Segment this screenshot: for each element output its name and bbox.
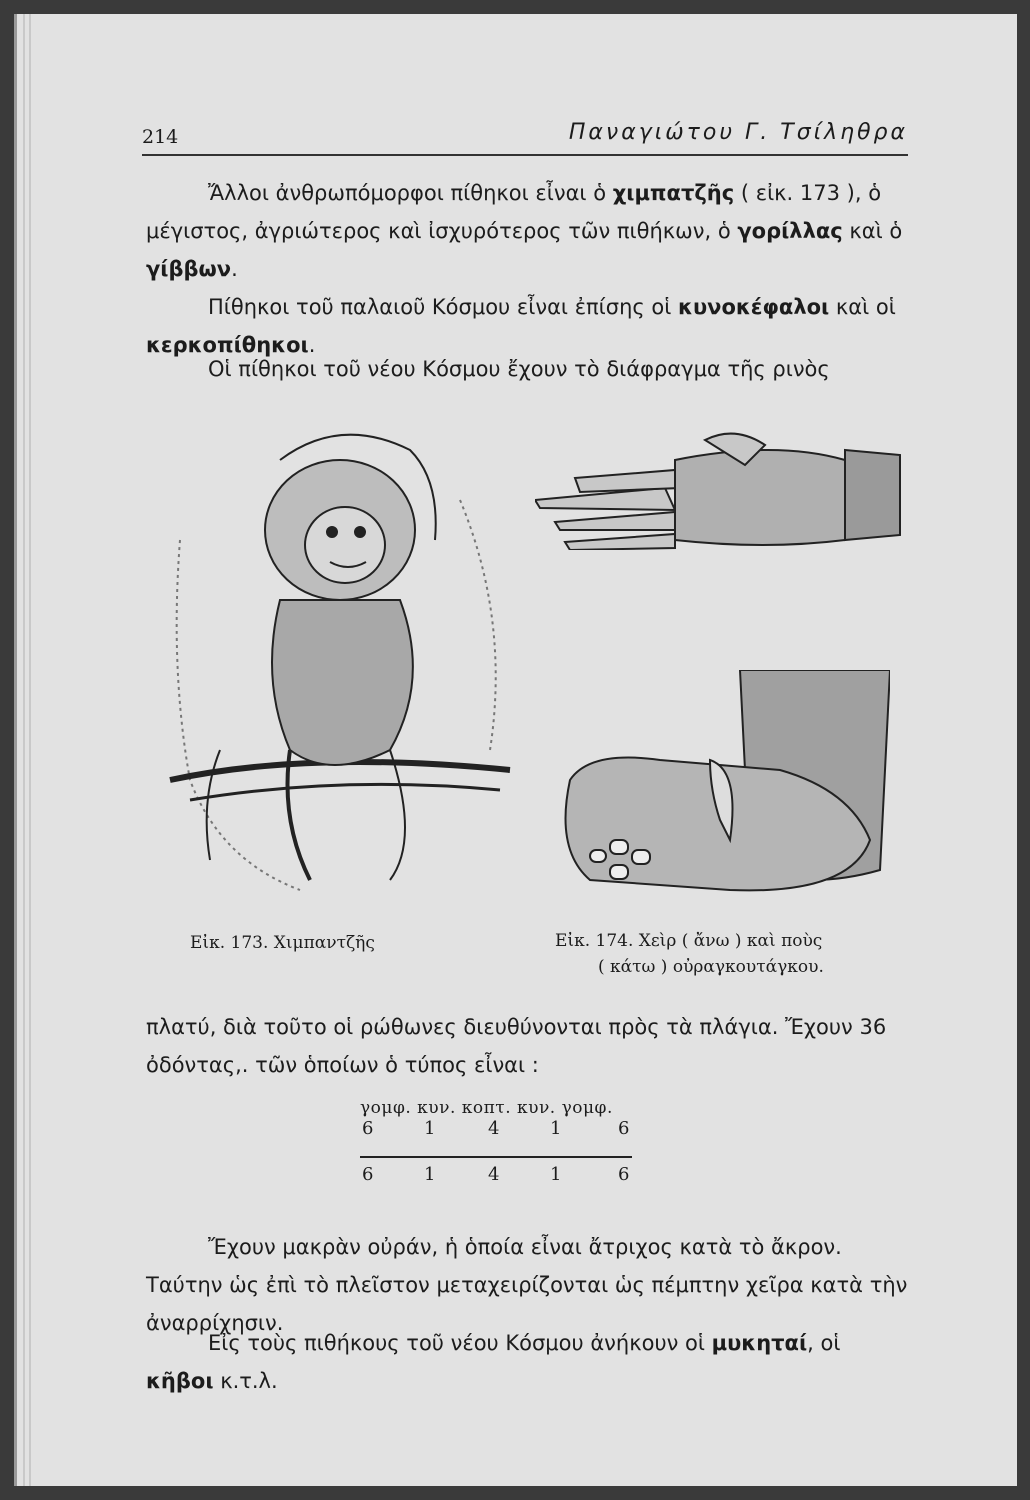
term-gorilla: γορίλλας <box>737 219 843 243</box>
formula-value: 6 <box>362 1118 374 1139</box>
term-gibbon: γίββων <box>146 257 232 281</box>
fraction-line <box>360 1156 632 1158</box>
page-edge <box>23 14 25 1486</box>
formula-value: 4 <box>488 1164 500 1185</box>
formula-bottom-row <box>360 1164 640 1190</box>
paragraph-2: Πίθηκοι τοῦ παλαιοῦ Κόσμου εἶναι ἐπίσης οἱ κυνοκέφαλοι καὶ οἱ κερκοπίθηκοι. <box>146 295 896 357</box>
formula-value: 4 <box>488 1118 500 1139</box>
formula-header: γομφ. κυν. κοπτ. κυν. γομφ. <box>360 1098 613 1118</box>
formula-value: 6 <box>362 1164 374 1185</box>
formula-value: 6 <box>618 1118 630 1139</box>
paragraph-4: πλατύ, διὰ τοῦτο οἱ ρώθωνες διευθύνονται πρὸς τὰ πλάγια. Ἔχουν 36 ὀδόντας,. τῶν ὁποίων ὁ τύπος εἶναι : <box>146 1015 887 1077</box>
term-cebi: κῆβοι <box>146 1369 214 1393</box>
formula-value: 1 <box>550 1118 562 1139</box>
paragraph-5: Ἔχουν μακρὰν οὐράν, ἡ ὁποία εἶναι ἄτριχος κατὰ τὸ ἄκρον. Ταύτην ὡς ἐπὶ τὸ πλεῖστον μεταχειρίζονται ὡς πέμπτην χεῖρα κατὰ τὴν ἀναρρίχησιν. <box>146 1235 908 1335</box>
term-chimpanzee: χιμπατζῆς <box>612 181 735 205</box>
page-edge <box>29 14 31 1486</box>
caption-fig173: Εἰκ. 173. Χιμπαντζῆς <box>190 933 375 953</box>
running-title: Παναγιώτου Γ. Τσίληθρα <box>568 120 908 145</box>
formula-value: 1 <box>550 1164 562 1185</box>
paragraph-3: Οἱ πίθηκοι τοῦ νέου Κόσμου ἔχουν τὸ διάφραγμα τῆς ρινὸς <box>208 357 830 381</box>
caption-fig174-line2: ( κάτω ) οὐραγκουτάγκου. <box>598 957 824 977</box>
page-number: 214 <box>142 126 179 148</box>
formula-value: 6 <box>618 1164 630 1185</box>
term-baboons: κυνοκέφαλοι <box>678 295 830 319</box>
term-mycetae: μυκηταί <box>711 1331 808 1355</box>
term-cercopithecus: κερκοπίθηκοι <box>146 333 309 357</box>
paragraph-1: Ἄλλοι ἀνθρωπόμορφοι πίθηκοι εἶναι ὁ χιμπατζῆς ( εἰκ. 173 ), ὁ μέγιστος, ἀγριώτερος καὶ ἰσχυρότερος τῶν πιθήκων, ὁ γορίλλας καὶ ὁ γίββων. <box>146 181 903 281</box>
page-header <box>142 116 908 156</box>
formula-top-row <box>360 1118 640 1144</box>
caption-fig174-line1: Εἰκ. 174. Χεὶρ ( ἄνω ) καὶ ποὺς <box>555 931 823 951</box>
paragraph-6: Εἰς τοὺς πιθήκους τοῦ νέου Κόσμου ἀνήκουν οἱ μυκηταί, οἱ κῆβοι κ.τ.λ. <box>146 1331 841 1393</box>
chimpanzee-illustration <box>160 420 520 910</box>
dental-formula <box>360 1098 640 1190</box>
orangutan-foot-illustration <box>550 670 890 900</box>
orangutan-hand-illustration <box>535 430 905 550</box>
formula-value: 1 <box>424 1118 436 1139</box>
formula-value: 1 <box>424 1164 436 1185</box>
